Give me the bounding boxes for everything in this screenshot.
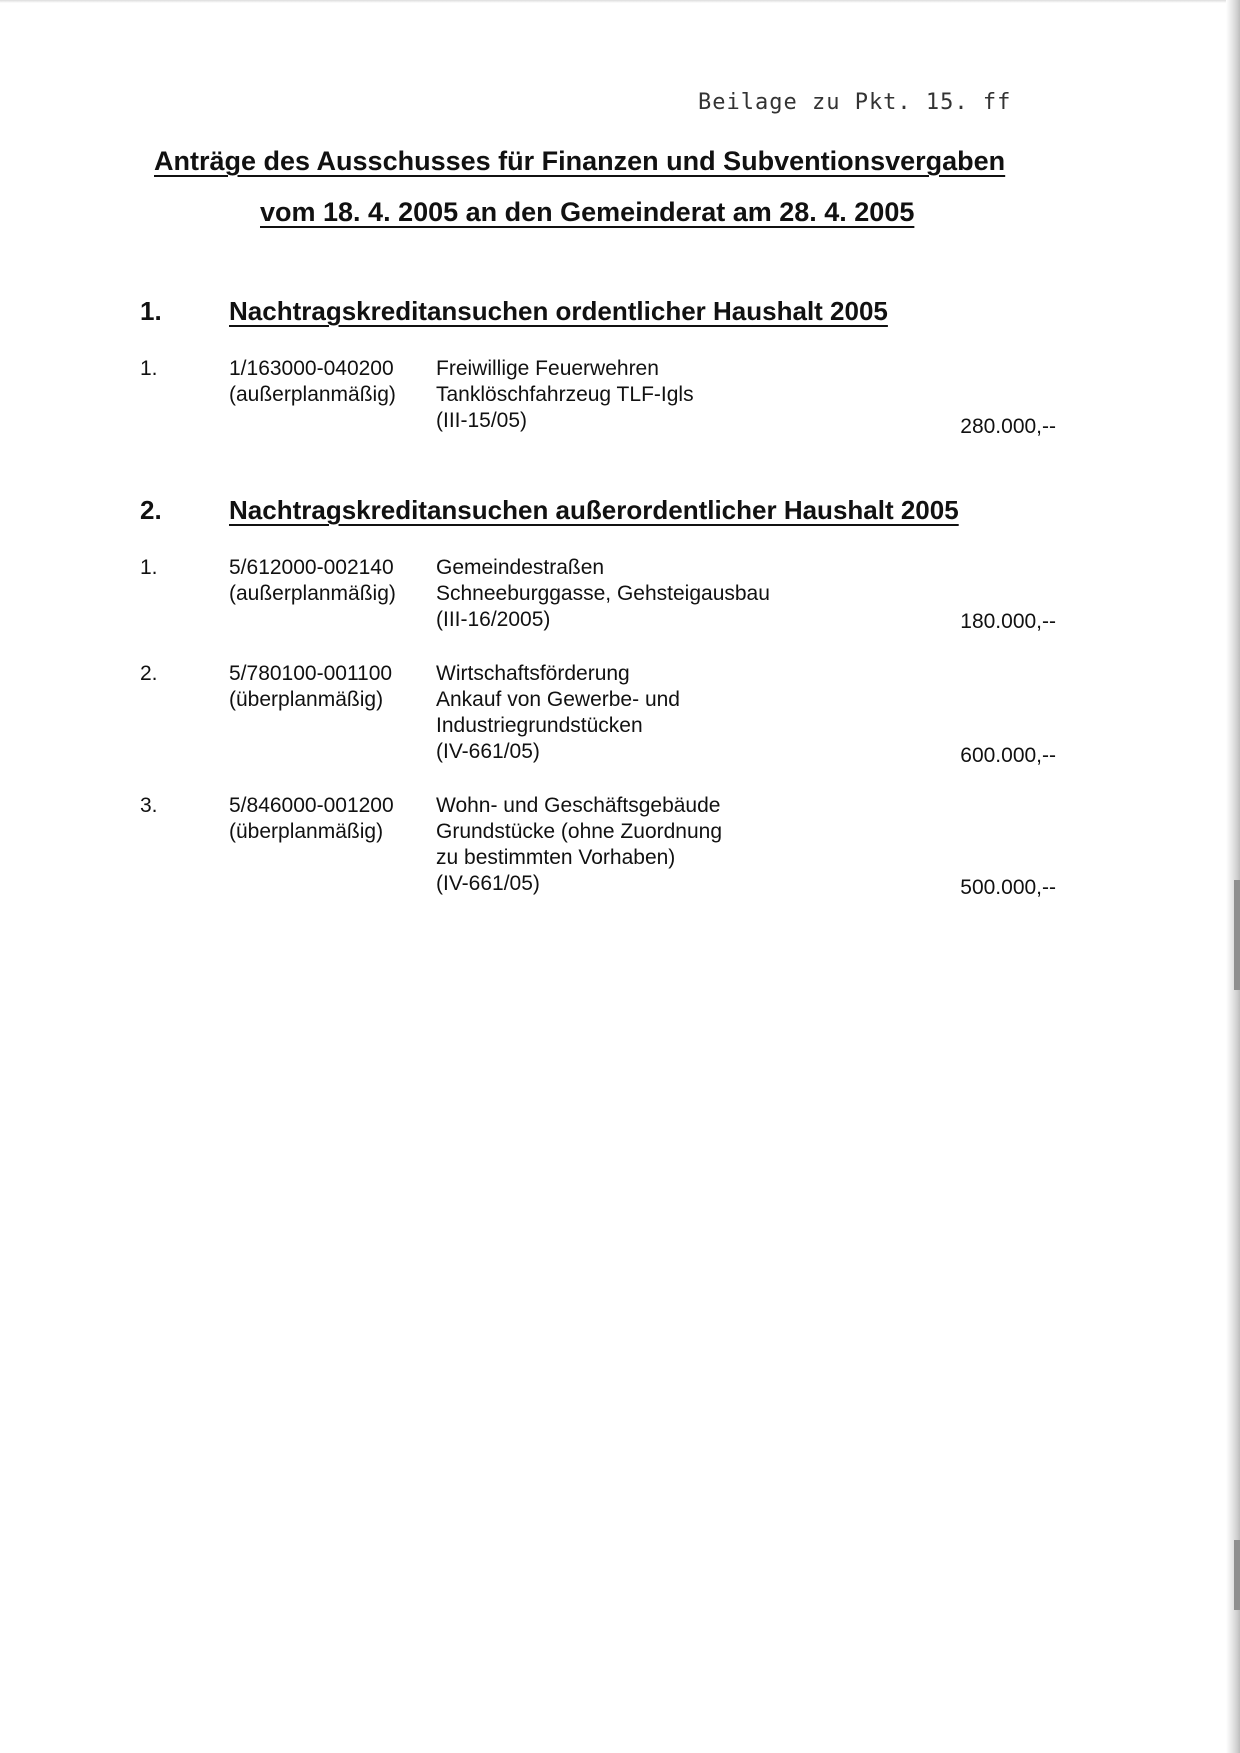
entry-description: [436, 555, 770, 633]
account-type: (überplanmäßig): [229, 820, 384, 843]
entry-account: [229, 793, 394, 845]
description-line: Wohn- und Geschäftsgebäude: [436, 794, 721, 817]
document-title-line-1: Anträge des Ausschusses für Finanzen und Subventionsvergaben: [154, 146, 1006, 176]
description-line: (III-15/05): [436, 409, 528, 432]
entry-number: 3.: [140, 794, 158, 817]
description-line: Gemeindestraßen: [436, 556, 605, 579]
section-title: Nachtragskreditansuchen außerordentlicher Haushalt 2005: [229, 495, 959, 525]
account-type: (überplanmäßig): [229, 688, 384, 711]
description-line: Freiwillige Feuerwehren: [436, 357, 659, 380]
section-title: Nachtragskreditansuchen ordentlicher Haushalt 2005: [229, 296, 888, 326]
entry-amount: 280.000,--: [960, 415, 1056, 438]
description-line: (IV-661/05): [436, 740, 540, 763]
description-line: Schneeburggasse, Gehsteigausbau: [436, 582, 770, 605]
attachment-stamp: Beilage zu Pkt. 15. ff: [698, 90, 1012, 115]
description-line: zu bestimmten Vorhaben): [436, 846, 676, 869]
entry-description: [436, 661, 680, 765]
description-line: Wirtschaftsförderung: [436, 662, 630, 685]
entry-number: 2.: [140, 662, 158, 685]
entry-account: [229, 555, 396, 607]
account-number: 5/780100-001100: [229, 662, 393, 685]
entry-account: [229, 661, 392, 713]
entry-number: 1.: [140, 556, 158, 579]
entry-account: [229, 356, 396, 408]
description-line: (III-16/2005): [436, 608, 551, 631]
account-number: 5/846000-001200: [229, 794, 394, 817]
scan-shadow: [1234, 1540, 1240, 1610]
account-number: 1/163000-040200: [229, 357, 394, 380]
description-line: Tanklöschfahrzeug TLF-Igls: [436, 383, 694, 406]
entry-description: [436, 793, 722, 897]
account-type: (außerplanmäßig): [229, 383, 396, 406]
scan-shadow: [1234, 880, 1240, 990]
account-number: 5/612000-002140: [229, 556, 394, 579]
section-number: 2.: [140, 495, 162, 525]
description-line: (IV-661/05): [436, 872, 540, 895]
section-number: 1.: [140, 296, 162, 326]
entry-amount: 600.000,--: [960, 744, 1056, 767]
scan-top-edge: [0, 0, 1240, 3]
entry-amount: 180.000,--: [960, 610, 1056, 633]
entry-amount: 500.000,--: [960, 876, 1056, 899]
description-line: Grundstücke (ohne Zuordnung: [436, 820, 723, 843]
scan-right-edge: [1226, 0, 1240, 1753]
account-type: (außerplanmäßig): [229, 582, 396, 605]
entry-description: [436, 356, 694, 434]
entry-number: 1.: [140, 357, 158, 380]
description-line: Industriegrundstücken: [436, 714, 643, 737]
description-line: Ankauf von Gewerbe- und: [436, 688, 680, 711]
document-title-line-2: vom 18. 4. 2005 an den Gemeinderat am 28. 4. 2005: [260, 197, 915, 227]
